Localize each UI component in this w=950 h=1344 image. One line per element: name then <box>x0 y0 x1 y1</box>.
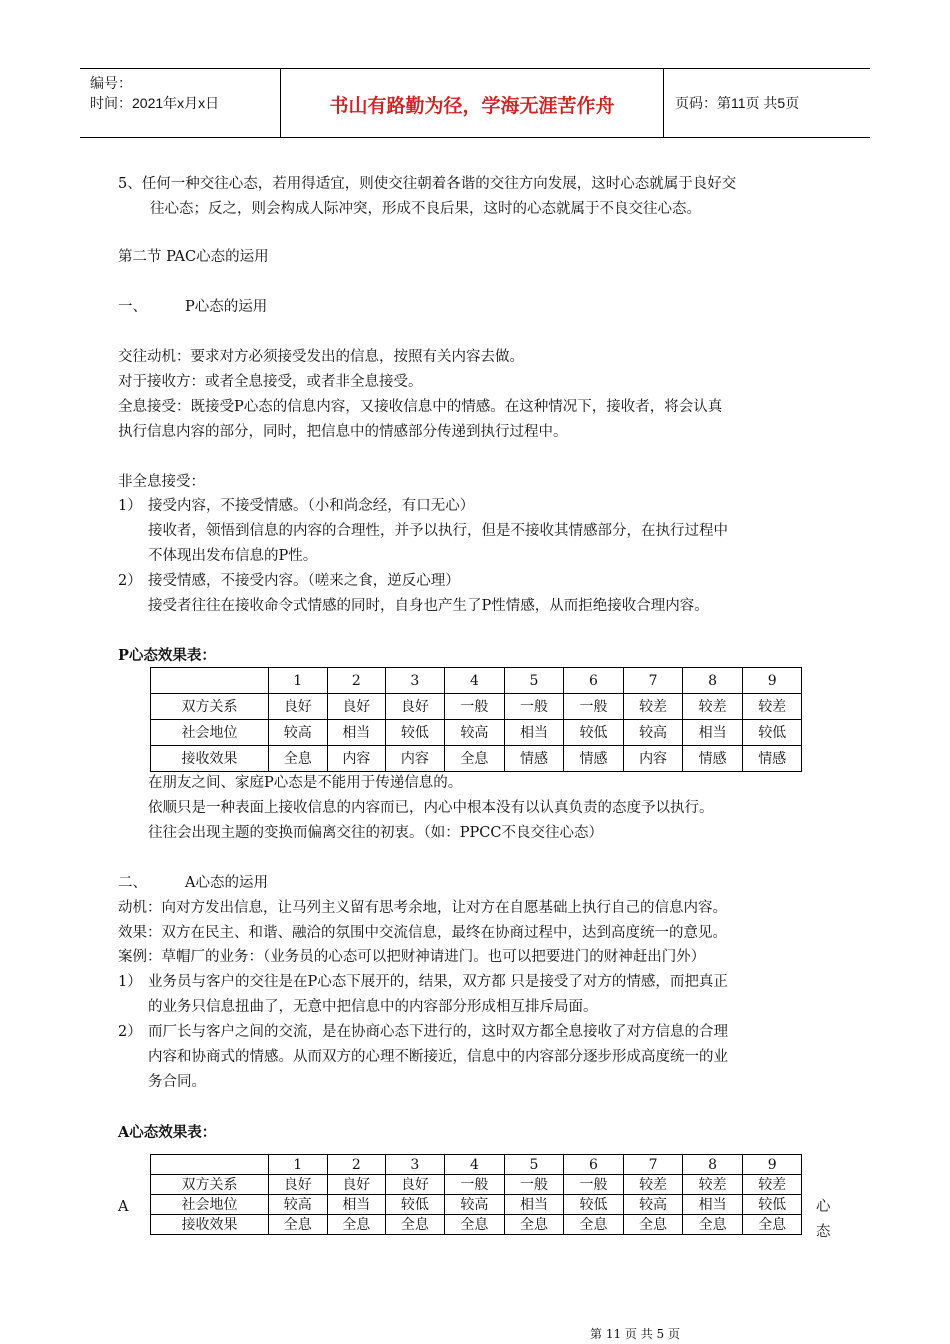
table-cell: 内容 <box>327 746 386 772</box>
table-cell: 情感 <box>563 746 624 772</box>
table-cell: 8 <box>682 668 743 694</box>
table-cell: 情感 <box>682 746 743 772</box>
table-cell: 全息 <box>563 1215 624 1235</box>
table-cell: 双方关系 <box>151 1175 269 1195</box>
table-cell: 良好 <box>386 1175 445 1195</box>
table-cell: 一般 <box>563 1175 624 1195</box>
nonfull-title: 非全息接受： <box>118 474 205 490</box>
table-cell: 双方关系 <box>151 694 269 720</box>
table-cell: 良好 <box>327 694 386 720</box>
table-cell: 较高 <box>624 1195 683 1215</box>
table-cell: 一般 <box>505 1175 564 1195</box>
table-cell: 较低 <box>386 720 445 746</box>
motive-text: 交往动机：要求对方必须接受发出的信息，按照有关内容去做。 <box>118 349 524 365</box>
a-table-side-right-2: 态 <box>816 1224 831 1240</box>
table-cell: 接收效果 <box>151 746 269 772</box>
table-cell: 一般 <box>444 1175 505 1195</box>
table-row <box>151 720 802 746</box>
a-table-title: A心态效果表： <box>118 1124 217 1141</box>
table-cell: 8 <box>682 1155 743 1175</box>
table-cell: 较高 <box>268 1195 327 1215</box>
table-cell: 全息 <box>682 1215 743 1235</box>
table-cell: 较高 <box>444 720 505 746</box>
table-row <box>151 1175 802 1195</box>
a-item-2-number: 2） <box>118 1024 142 1040</box>
table-header-row <box>151 668 802 694</box>
table-cell: 情感 <box>743 746 802 772</box>
table-cell: 较高 <box>444 1195 505 1215</box>
table-cell: 较低 <box>386 1195 445 1215</box>
table-cell: 较高 <box>624 720 683 746</box>
table-cell: 接收效果 <box>151 1215 269 1235</box>
table-cell <box>151 668 269 694</box>
table-cell: 较差 <box>743 1175 802 1195</box>
table-cell: 较差 <box>682 694 743 720</box>
full-accept-line-1: 全息接受：既接受P心态的信息内容，又接收信息中的情感。在这种情况下，接收者，将会认真 <box>118 399 723 415</box>
table-cell: 7 <box>624 668 683 694</box>
number-label: 编号： <box>90 75 132 91</box>
table-cell: 相当 <box>682 720 743 746</box>
item-2-desc: 接受者往往在接收命令式情感的同时，自身也产生了P性情感，从而拒绝接收合理内容。 <box>148 598 709 614</box>
motto: 书山有路勤为径，学海无涯苦作舟 <box>329 95 615 117</box>
table-cell: 相当 <box>682 1195 743 1215</box>
table-cell: 6 <box>563 1155 624 1175</box>
table-cell: 一般 <box>444 694 505 720</box>
table-cell: 相当 <box>327 1195 386 1215</box>
paragraph-5-line-2: 往心态；反之，则会构成人际冲突，形成不良后果，这时的心态就属于不良交往心态。 <box>150 201 701 217</box>
table-cell: 较差 <box>624 1175 683 1195</box>
table-cell: 全息 <box>444 1215 505 1235</box>
item-1-desc-line-1: 接收者，领悟到信息的内容的合理性，并予以执行，但是不接收其情感部分，在执行过程中 <box>148 523 728 539</box>
table-cell: 相当 <box>505 720 564 746</box>
a-item-1-line-2: 的业务只信息扭曲了，无意中把信息中的内容部分形成相互排斥局面。 <box>148 999 598 1015</box>
table-row <box>151 1215 802 1235</box>
table-cell: 全息 <box>386 1215 445 1235</box>
table-cell: 全息 <box>444 746 505 772</box>
heading-two-number: 二、 <box>118 875 147 891</box>
section-2-title: 第二节 PAC心态的运用 <box>118 249 269 265</box>
date-label: 时间：2021年x月x日 <box>90 95 220 111</box>
item-1-desc-line-2: 不体现出发布信息的P性。 <box>148 548 318 564</box>
a-item-2-line-2: 内容和协商式的情感。从而双方的心理不断接近，信息中的内容部分逐步形成高度统一的业 <box>148 1049 728 1065</box>
table-cell: 5 <box>505 668 564 694</box>
table-cell: 良好 <box>327 1175 386 1195</box>
table-cell: 一般 <box>505 694 564 720</box>
header-meta-cell <box>80 69 281 137</box>
a-table-side-right-1: 心 <box>816 1199 831 1215</box>
table-cell: 4 <box>444 1155 505 1175</box>
table-cell: 9 <box>743 1155 802 1175</box>
heading-one-number: 一、 <box>118 299 147 315</box>
table-cell: 4 <box>444 668 505 694</box>
table-cell: 1 <box>268 668 327 694</box>
a-effect: 效果：双方在民主、和谐、融洽的氛围中交流信息，最终在协商过程中，达到高度统一的意见。 <box>118 925 727 941</box>
p-table-title: P心态效果表： <box>118 647 216 664</box>
table-cell <box>151 1155 269 1175</box>
table-cell: 较低 <box>563 1195 624 1215</box>
table-cell: 全息 <box>268 1215 327 1235</box>
table-cell: 全息 <box>624 1215 683 1235</box>
a-item-1-number: 1） <box>118 974 142 990</box>
table-cell: 9 <box>743 668 802 694</box>
item-2-text: 接受情感，不接受内容。（嗟来之食，逆反心理） <box>148 573 460 589</box>
table-row <box>151 746 802 772</box>
table-cell: 相当 <box>327 720 386 746</box>
table-cell: 5 <box>505 1155 564 1175</box>
page-header <box>80 68 870 138</box>
table-cell: 较低 <box>563 720 624 746</box>
a-item-1-line-1: 业务员与客户的交往是在P心态下展开的，结果，双方都 只是接受了对方的情感，而把真正 <box>148 974 728 990</box>
table-cell: 3 <box>386 1155 445 1175</box>
item-1-number: 1） <box>118 498 142 514</box>
a-item-2-line-3: 务合同。 <box>148 1074 206 1090</box>
p-note-3: 往往会出现主题的变换而偏离交往的初衷。（如：PPCC不良交往心态） <box>148 825 603 841</box>
item-1-text: 接受内容，不接受情感。（小和尚念经，有口无心） <box>148 498 475 514</box>
table-row <box>151 1195 802 1215</box>
heading-two-title: A心态的运用 <box>185 875 268 891</box>
table-cell: 较低 <box>743 720 802 746</box>
table-cell: 情感 <box>505 746 564 772</box>
table-cell: 较差 <box>682 1175 743 1195</box>
a-case: 案例：草帽厂的业务：（业务员的心态可以把财神请进门。也可以把要进门的财神赶出门外） <box>118 949 706 965</box>
p-note-2: 依顺只是一种表面上接收信息的内容而已，内心中根本没有以认真负责的态度予以执行。 <box>148 800 714 816</box>
p-effect-table <box>150 667 802 772</box>
a-table-side-left: A <box>118 1199 129 1215</box>
table-cell: 2 <box>327 668 386 694</box>
table-cell: 全息 <box>268 746 327 772</box>
a-item-2-line-1: 而厂长与客户之间的交流，是在协商心态下进行的，这时双方都全息接收了对方信息的合理 <box>148 1024 728 1040</box>
table-header-row <box>151 1155 802 1175</box>
item-2-number: 2） <box>118 573 142 589</box>
table-cell: 良好 <box>268 694 327 720</box>
table-cell: 社会地位 <box>151 1195 269 1215</box>
table-cell: 较低 <box>743 1195 802 1215</box>
receiver-text: 对于接收方：或者全息接受，或者非全息接受。 <box>118 374 423 390</box>
table-row <box>151 694 802 720</box>
table-cell: 内容 <box>624 746 683 772</box>
table-cell: 一般 <box>563 694 624 720</box>
header-motto-cell <box>281 69 664 137</box>
table-cell: 相当 <box>505 1195 564 1215</box>
table-cell: 6 <box>563 668 624 694</box>
table-cell: 7 <box>624 1155 683 1175</box>
table-cell: 1 <box>268 1155 327 1175</box>
table-cell: 全息 <box>327 1215 386 1235</box>
table-cell: 全息 <box>505 1215 564 1235</box>
a-motive: 动机：向对方发出信息，让马列主义留有思考余地，让对方在自愿基础上执行自己的信息内容。 <box>118 900 727 916</box>
p-note-1: 在朋友之间、家庭P心态是不能用于传递信息的。 <box>148 775 463 791</box>
table-cell: 2 <box>327 1155 386 1175</box>
table-cell: 较差 <box>624 694 683 720</box>
table-cell: 较差 <box>743 694 802 720</box>
full-accept-line-2: 执行信息内容的部分，同时，把信息中的情感部分传递到执行过程中。 <box>118 424 568 440</box>
table-cell: 社会地位 <box>151 720 269 746</box>
table-cell: 3 <box>386 668 445 694</box>
table-cell: 全息 <box>743 1215 802 1235</box>
page-code: 页码：第11页 共5页 <box>675 95 800 111</box>
table-cell: 良好 <box>386 694 445 720</box>
heading-one-title: P心态的运用 <box>185 299 268 315</box>
table-cell: 良好 <box>268 1175 327 1195</box>
page-footer: 第 11 页 共 5 页 <box>590 1327 680 1341</box>
table-cell: 内容 <box>386 746 445 772</box>
table-cell: 较高 <box>268 720 327 746</box>
paragraph-5-line-1: 5、任何一种交往心态，若用得适宜，则使交往朝着各谐的交往方向发展，这时心态就属于良好交 <box>118 176 737 192</box>
a-effect-table <box>150 1154 802 1235</box>
